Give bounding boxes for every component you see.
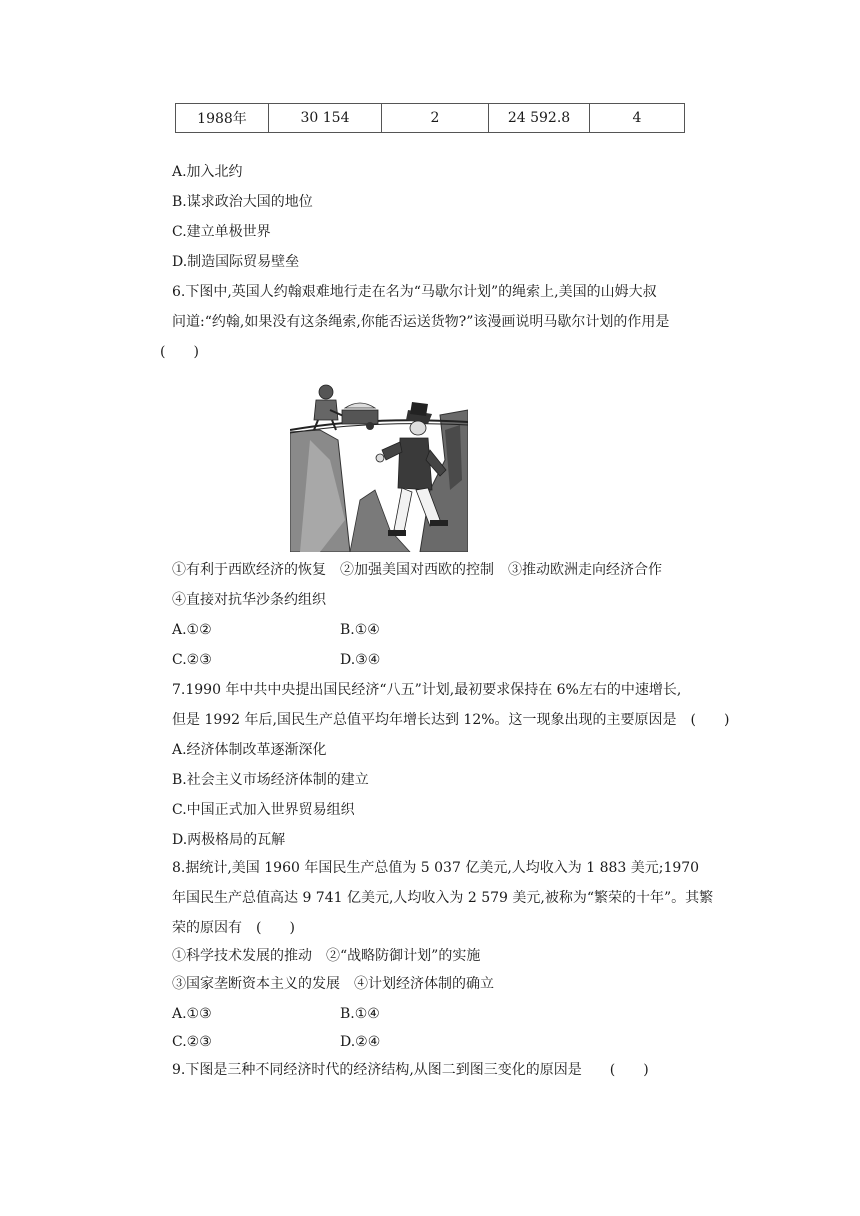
q8-option-b: B.①④ [340,1006,380,1022]
table-cell: 24 592.8 [489,104,590,133]
q7-question-line2: 但是 1992 年后,国民生产总值平均年增长达到 12%。这一现象出现的主要原因是 ( ) [172,712,730,728]
q9-question-line1: 9.下图是三种不同经济时代的经济结构,从图二到图三变化的原因是 ( ) [172,1062,649,1078]
q8-option-d: D.②④ [340,1034,381,1050]
q8-option-a: A.①③ [172,1006,212,1022]
q7-option-c: C.中国正式加入世界贸易组织 [172,802,355,818]
q6-option-c: C.②③ [172,652,212,668]
q7-option-a: A.经济体制改革逐渐深化 [172,742,327,758]
table-cell: 1988年 [176,104,269,133]
marshall-plan-cartoon [290,380,468,552]
table-cell: 30 154 [269,104,382,133]
table-cell: 2 [382,104,489,133]
q5-option-c: C.建立单极世界 [172,224,271,240]
q8-statement-line1: ①科学技术发展的推动 ②“战略防御计划”的实施 [172,948,481,964]
q6-option-b: B.①④ [340,622,380,638]
q8-question-line1: 8.据统计,美国 1960 年国民生产总值为 5 037 亿美元,人均收入为 1 883 美元;1970 [172,860,700,876]
q6-question-line1: 6.下图中,英国人约翰艰难地行走在名为“马歇尔计划”的绳索上,美国的山姆大叔 [172,284,657,300]
q6-statement-line1: ①有利于西欧经济的恢复 ②加强美国对西欧的控制 ③推动欧洲走向经济合作 [172,562,662,578]
q6-statement-line2: ④直接对抗华沙条约组织 [172,592,326,608]
q7-option-d: D.两极格局的瓦解 [172,832,286,848]
table-cell: 4 [590,104,685,133]
q5-option-b: B.谋求政治大国的地位 [172,194,313,210]
q6-answer-paren: ( ) [160,344,199,360]
q5-option-a: A.加入北约 [172,164,243,180]
q8-option-c: C.②③ [172,1034,212,1050]
data-table [175,103,685,133]
q8-question-line3: 荣的原因有 ( ) [172,920,295,936]
q7-option-b: B.社会主义市场经济体制的建立 [172,772,369,788]
table-row [176,104,685,133]
q6-option-a: A.①② [172,622,212,638]
q7-question-line1: 7.1990 年中共中央提出国民经济“八五”计划,最初要求保持在 6%左右的中速增长, [172,682,682,698]
q8-statement-line2: ③国家垄断资本主义的发展 ④计划经济体制的确立 [172,976,494,992]
q8-question-line2: 年国民生产总值高达 9 741 亿美元,人均收入为 2 579 美元,被称为“繁荣的十年”。其繁 [172,890,714,906]
q5-option-d: D.制造国际贸易壁垒 [172,254,300,270]
q6-option-d: D.③④ [340,652,381,668]
q6-question-line2: 问道:“约翰,如果没有这条绳索,你能否运送货物?”该漫画说明马歇尔计划的作用是 [172,314,670,330]
